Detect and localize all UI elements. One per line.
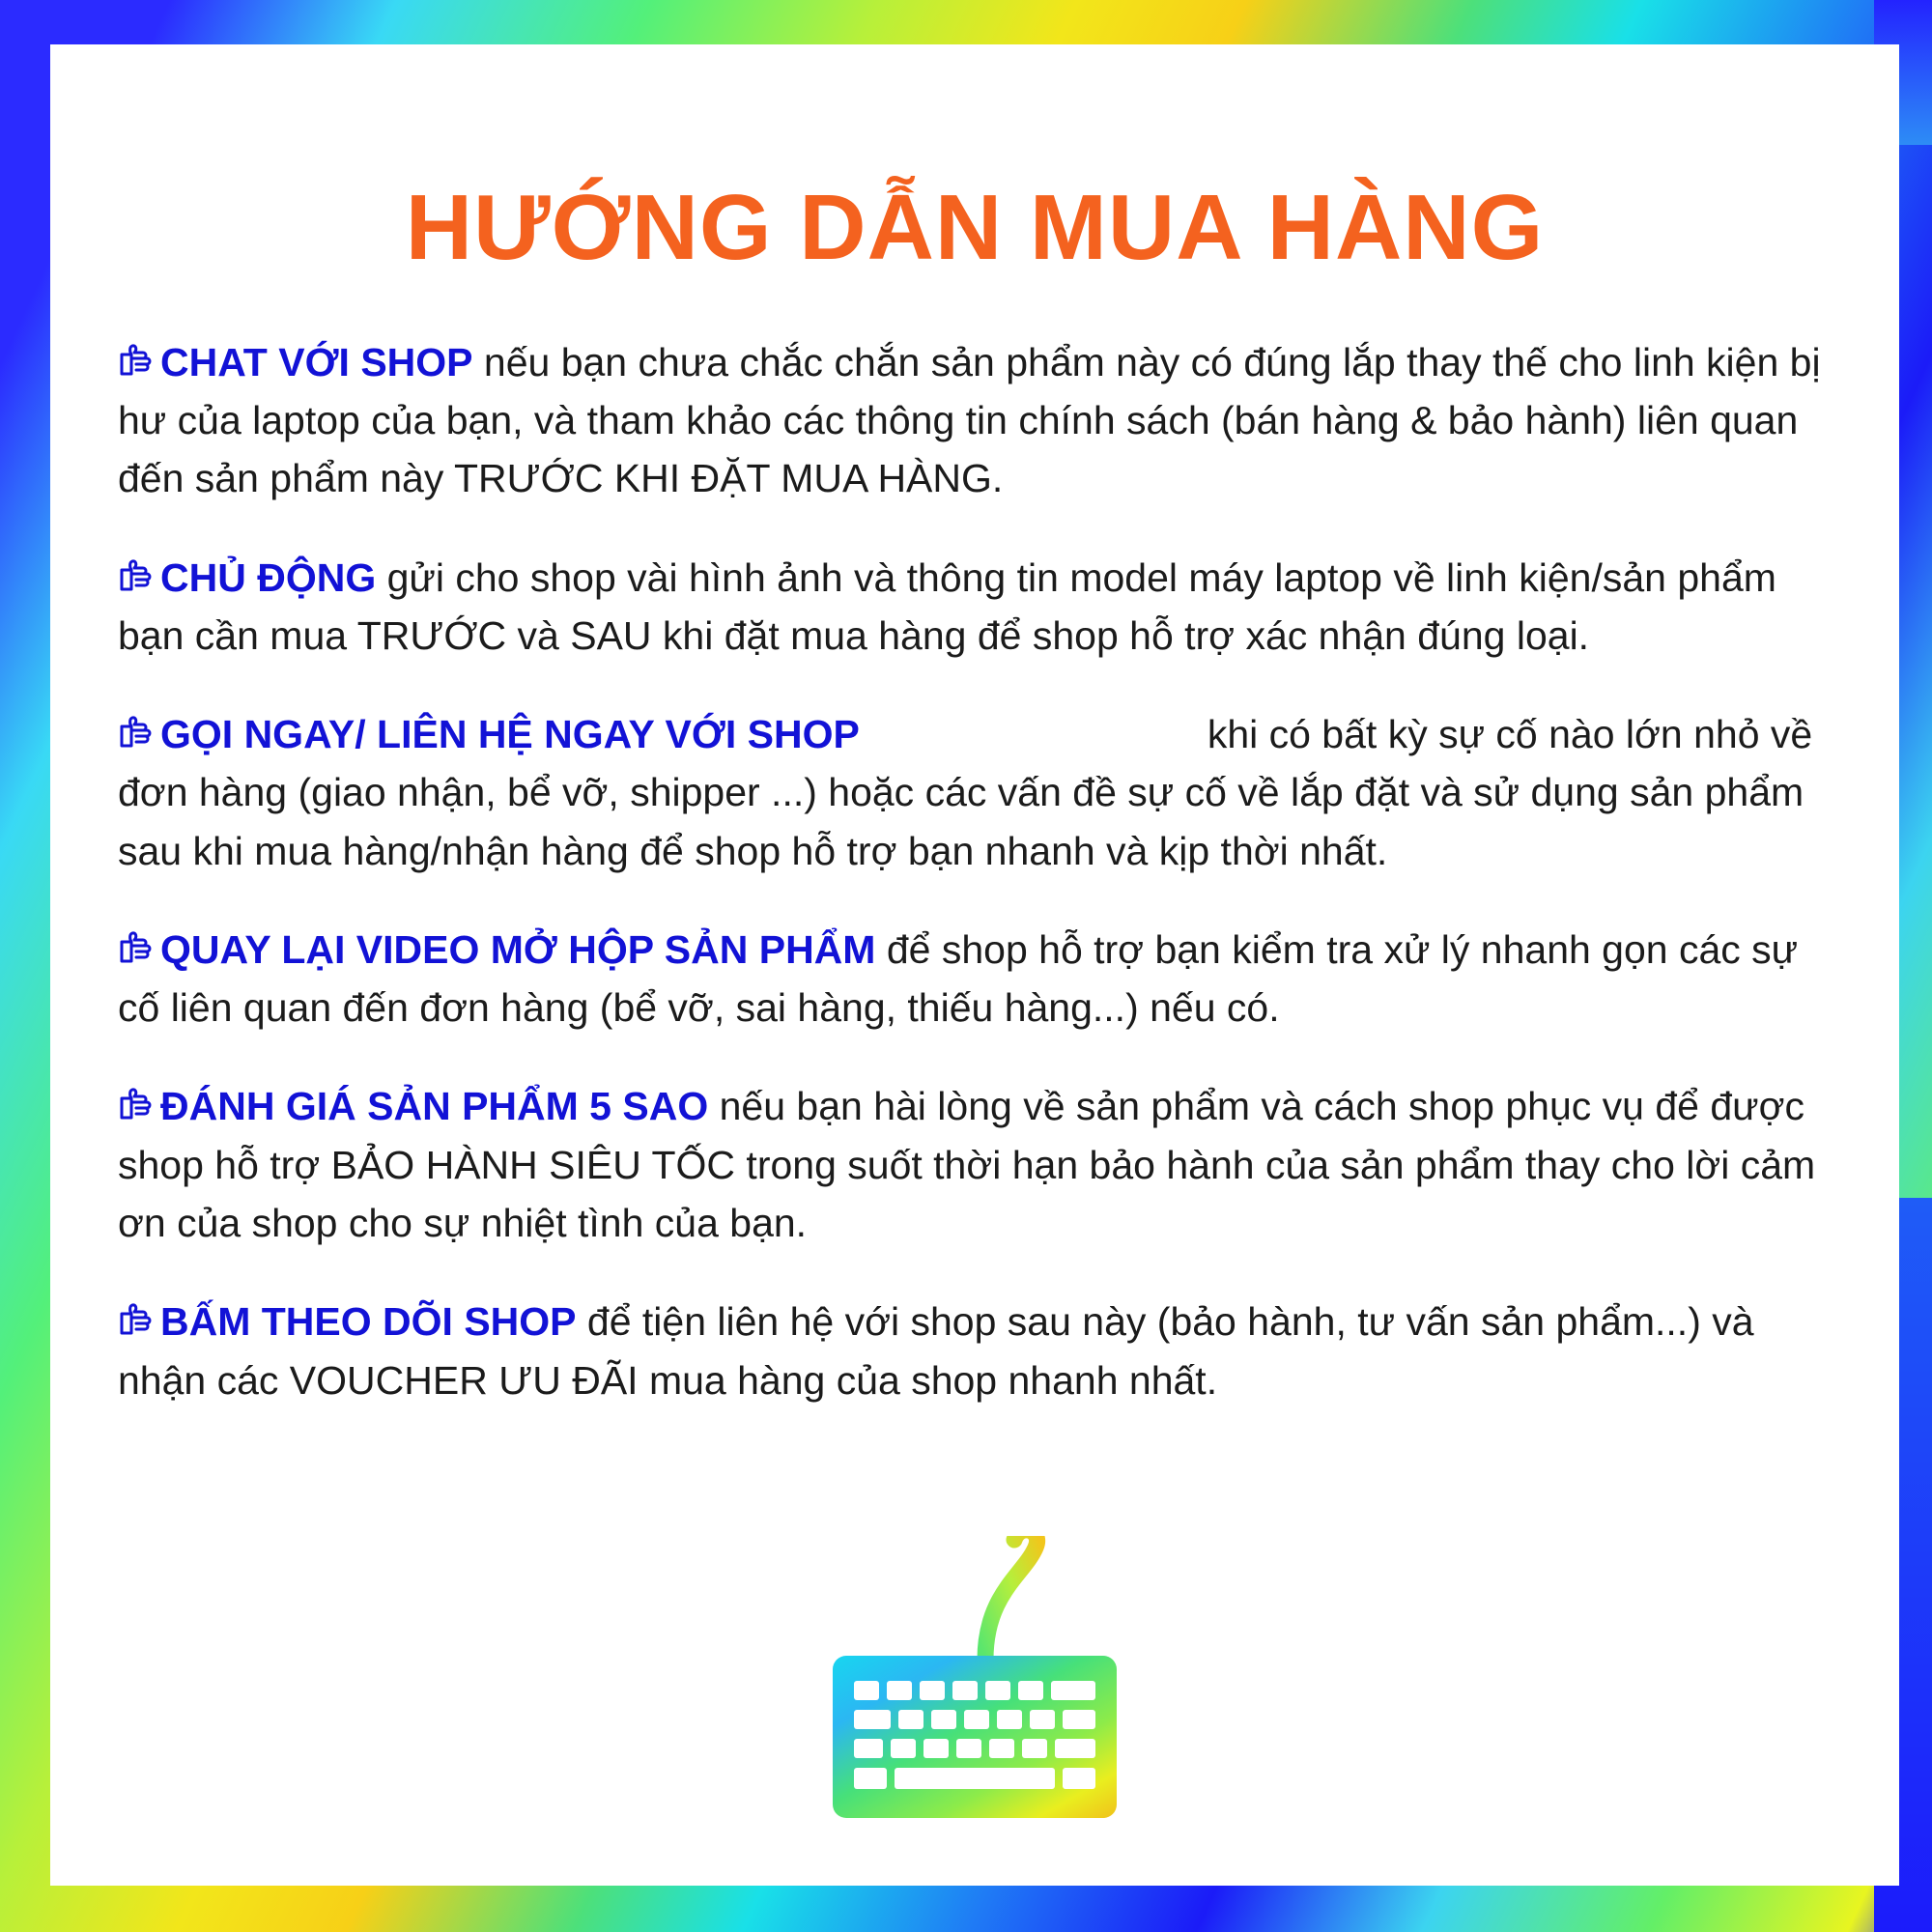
list-item-lead: ĐÁNH GIÁ SẢN PHẨM 5 SAO (160, 1084, 709, 1129)
list-item-lead: CHỦ ĐỘNG (160, 554, 377, 600)
pointing-hand-icon (118, 1302, 156, 1339)
pointing-hand-icon (118, 558, 156, 595)
footer-graphic (50, 1536, 1899, 1826)
list-item-text: để shop hỗ trợ bạn kiểm tra xử lý nhanh gọn các sự cố liên quan đến đơn hàng (bể vỡ, sai hàng, thiếu hàng...) nếu có. (118, 926, 1799, 1031)
list-item-text: nếu bạn chưa chắc chắn sản phẩm này có đúng lắp thay thế cho linh kiện bị hư của laptop của bạn, và tham khảo các thông tin chính sách (bán hàng & bảo hành) liên quan đến sản phẩm này TRƯỚC KHI ĐẶT MUA HÀNG. (118, 339, 1821, 501)
list-item-lead: BẤM THEO DÕI SHOP (160, 1299, 577, 1345)
list-item (118, 705, 1832, 880)
keyboard-icon (815, 1536, 1134, 1826)
pointing-hand-icon (118, 930, 156, 967)
list-item (118, 1293, 1832, 1409)
list-item-lead: QUAY LẠI VIDEO MỞ HỘP SẢN PHẨM (160, 926, 876, 972)
list-item-text: gửi cho shop vài hình ảnh và thông tin model máy laptop về linh kiện/sản phẩm bạn cần mua TRƯỚC và SAU khi đặt mua hàng để shop hỗ trợ xác nhận đúng loại. (118, 554, 1776, 658)
list-item-lead: GỌI NGAY/ LIÊN HỆ NGAY VỚI SHOP (160, 712, 860, 757)
list-item (118, 921, 1832, 1037)
pointing-hand-icon (118, 343, 156, 380)
list-item (118, 333, 1832, 508)
pointing-hand-icon (118, 1087, 156, 1123)
list-item (118, 1077, 1832, 1252)
list-item-text: khi có bất kỳ sự cố nào lớn nhỏ về đơn hàng (giao nhận, bể vỡ, shipper ...) hoặc các vấn đề sự cố về lắp đặt và sử dụng sản phẩm sau khi mua hàng/nhận hàng để shop hỗ trợ bạn nhanh và kịp thời nhất. (118, 712, 1813, 873)
page-title: HƯỚNG DẪN MUA HÀNG (405, 176, 1545, 279)
list-item (118, 549, 1832, 666)
pointing-hand-icon (118, 715, 156, 752)
list-item-lead: CHAT VỚI SHOP (160, 339, 473, 384)
list-item-text: nếu bạn hài lòng về sản phẩm và cách shop phục vụ để được shop hỗ trợ BẢO HÀNH SIÊU TỐC trong suốt thời hạn bảo hành của sản phẩm thay cho lời cảm ơn của shop cho sự nhiệt tình của bạn. (118, 1084, 1816, 1245)
guide-content (50, 44, 1899, 1886)
guide-paragraph-list (118, 333, 1832, 1409)
list-item-text: để tiện liên hệ với shop sau này (bảo hành, tư vấn sản phẩm...) và nhận các VOUCHER ƯU ĐÃI mua hàng của shop nhanh nhất. (118, 1299, 1754, 1403)
